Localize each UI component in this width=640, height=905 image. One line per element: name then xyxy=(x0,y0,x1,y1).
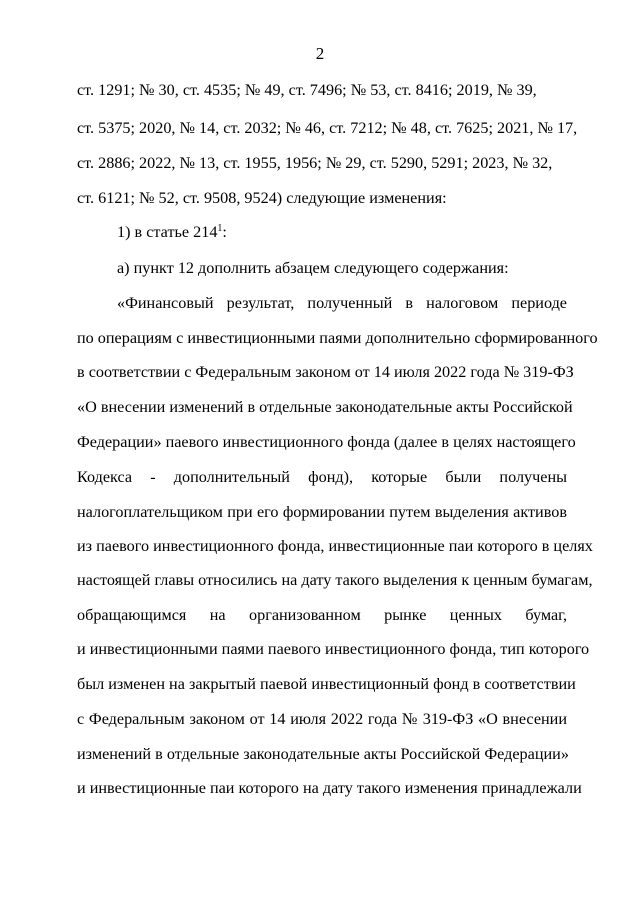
text-line: был изменен на закрытый паевой инвестиционный фонд в соответствии xyxy=(77,675,576,693)
text-line: ст. 1291; № 30, ст. 4535; № 49, ст. 7496; № 53, ст. 8416; 2019, № 39, xyxy=(77,81,537,99)
text-line: обращающимся на организованном рынке ценных бумаг, xyxy=(77,606,567,624)
text-line: в соответствии с Федеральным законом от 14 июля 2022 года № 319-ФЗ xyxy=(77,363,574,381)
text-line: Кодекса - дополнительный фонд), которые были получены xyxy=(77,468,567,486)
text-line: из паевого инвестиционного фонда, инвестиционные паи которого в целях xyxy=(77,537,593,555)
text-line: ст. 2886; 2022, № 13, ст. 1955, 1956; № 29, ст. 5290, 5291; 2023, № 32, xyxy=(77,154,553,172)
article-superscript: 1 xyxy=(217,223,223,234)
text-line: и инвестиционные паи которого на дату такого изменения принадлежали xyxy=(77,779,582,797)
text-line: настоящей главы относились на дату такого выделения к ценным бумагам, xyxy=(77,571,593,589)
text-line: налогоплательщиком при его формировании путем выделения активов xyxy=(77,503,567,521)
text-line: ст. 6121; № 52, ст. 9508, 9524) следующие изменения: xyxy=(77,189,447,207)
text-line: изменений в отдельные законодательные акты Российской Федерации» xyxy=(77,745,569,763)
article-line xyxy=(117,222,567,242)
text-line: ст. 5375; 2020, № 14, ст. 2032; № 46, ст. 7212; № 48, ст. 7625; 2021, № 17, xyxy=(77,119,578,137)
text-line: с Федеральным законом от 14 июля 2022 года № 319-ФЗ «О внесении xyxy=(77,710,567,728)
article-text: 1) в статье 214 xyxy=(117,223,218,241)
text-line: по операциям с инвестиционными паями дополнительно сформированного xyxy=(77,329,598,347)
text-line: «О внесении изменений в отдельные законодательные акты Российской xyxy=(77,398,573,416)
article-suffix: : xyxy=(222,223,227,241)
text-line: Федерации» паевого инвестиционного фонда (далее в целях настоящего xyxy=(77,433,576,451)
page-number: 2 xyxy=(315,44,325,63)
text-line: «Финансовый результат, полученный в налоговом периоде xyxy=(117,294,567,312)
text-line: и инвестиционными паями паевого инвестиционного фонда, тип которого xyxy=(77,640,590,658)
text-line: а) пункт 12 дополнить абзацем следующего содержания: xyxy=(117,259,509,277)
